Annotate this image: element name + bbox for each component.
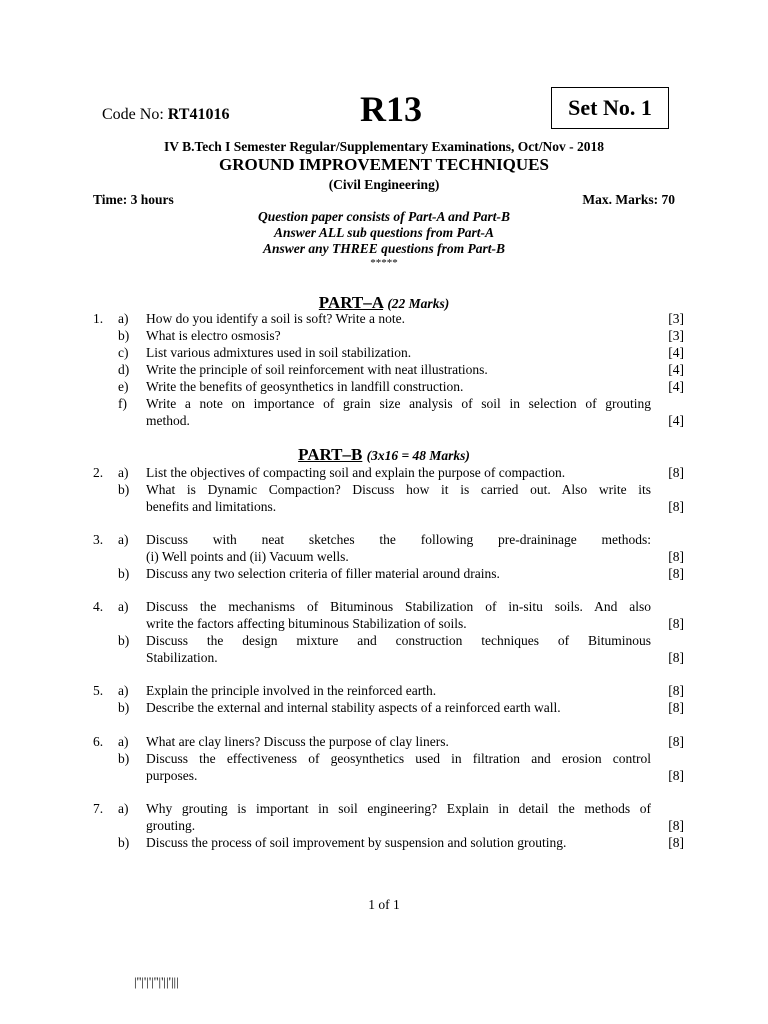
question-text: List the objectives of compacting soil and explain the purpose of compaction. — [146, 465, 566, 480]
question-text: Discuss with neat sketches the following pre-draininage methods: — [146, 532, 651, 547]
question-line — [0, 599, 768, 616]
instruction-3: Answer any THREE questions from Part-B — [263, 241, 505, 256]
question-text: Why grouting is important in soil engineering? Explain in detail the methods of — [146, 801, 651, 816]
code-value: RT41016 — [167, 106, 230, 123]
sub-question-label: b) — [118, 328, 130, 343]
part-b-marks: (3x16 = 48 Marks) — [366, 448, 470, 463]
question-line — [0, 413, 768, 430]
exam-title: IV B.Tech I Semester Regular/Supplementary Examinations, Oct/Nov - 2018 — [163, 139, 604, 154]
question-line — [0, 633, 768, 650]
question-marks: [8] — [668, 734, 684, 749]
question-text: method. — [146, 413, 190, 428]
part-a-title: PART–A — [318, 293, 384, 312]
question-marks: [8] — [668, 818, 684, 833]
question-number: 7. — [93, 801, 104, 816]
sub-question-label: b) — [118, 633, 130, 648]
question-text: write the factors affecting bituminous Stabilization of soils. — [146, 616, 467, 631]
question-text: grouting. — [146, 818, 196, 833]
question-marks: [8] — [668, 616, 684, 631]
barcode: |''|'|'|''|'||'||| — [134, 974, 179, 989]
question-marks: [8] — [668, 835, 684, 850]
code-label: Code No: — [102, 106, 164, 123]
page-number: 1 of 1 — [368, 897, 400, 912]
question-line — [0, 683, 768, 700]
question-marks: [3] — [668, 311, 684, 326]
question-marks: [8] — [668, 566, 684, 581]
part-a-heading — [0, 293, 768, 313]
regulation: R13 — [360, 89, 422, 129]
question-marks: [3] — [668, 328, 684, 343]
question-marks: [4] — [668, 379, 684, 394]
question-marks: [8] — [668, 683, 684, 698]
question-marks: [4] — [668, 345, 684, 360]
question-text: Explain the principle involved in the reinforced earth. — [146, 683, 437, 698]
sub-question-label: f) — [118, 396, 127, 411]
stars-divider: ***** — [370, 257, 398, 269]
set-number-box: Set No. 1 — [551, 87, 669, 129]
part-b-title: PART–B — [298, 445, 363, 464]
question-number: 3. — [93, 532, 104, 547]
sub-question-label: a) — [118, 801, 129, 816]
question-line — [0, 751, 768, 768]
sub-question-label: a) — [118, 532, 129, 547]
question-line — [0, 801, 768, 818]
question-line — [0, 734, 768, 751]
question-marks: [8] — [668, 650, 684, 665]
question-line — [0, 650, 768, 667]
question-text: Write a note on importance of grain size analysis of soil in selection of grouting — [146, 396, 651, 411]
question-line — [0, 549, 768, 566]
question-line — [0, 532, 768, 549]
question-marks: [4] — [668, 413, 684, 428]
time-allowed: Time: 3 hours — [93, 192, 174, 207]
sub-question-label: b) — [118, 835, 130, 850]
question-marks: [4] — [668, 362, 684, 377]
sub-question-label: c) — [118, 345, 129, 360]
subject-title: GROUND IMPROVEMENT TECHNIQUES — [219, 155, 549, 174]
question-line — [0, 482, 768, 499]
question-text: (i) Well points and (ii) Vacuum wells. — [146, 549, 349, 564]
question-text: Stabilization. — [146, 650, 218, 665]
question-text: What are clay liners? Discuss the purpose of clay liners. — [146, 734, 449, 749]
question-line — [0, 616, 768, 633]
question-text: How do you identify a soil is soft? Write a note. — [146, 311, 406, 326]
question-text: Discuss the effectiveness of geosynthetics used in filtration and erosion control — [146, 751, 651, 766]
instruction-2: Answer ALL sub questions from Part-A — [274, 225, 494, 240]
question-line — [0, 379, 768, 396]
question-line — [0, 345, 768, 362]
question-marks: [8] — [668, 499, 684, 514]
question-text: Write the benefits of geosynthetics in landfill construction. — [146, 379, 464, 394]
question-text: What is electro osmosis? — [146, 328, 281, 343]
instruction-1: Question paper consists of Part-A and Part-B — [257, 209, 511, 224]
question-line — [0, 835, 768, 852]
question-text: benefits and limitations. — [146, 499, 277, 514]
question-text: What is Dynamic Compaction? Discuss how it is carried out. Also write its — [146, 482, 651, 497]
max-marks: Max. Marks: 70 — [582, 192, 675, 207]
question-line — [0, 396, 768, 413]
question-number: 1. — [93, 311, 104, 326]
branch: (Civil Engineering) — [328, 177, 440, 192]
question-text: Discuss the process of soil improvement by suspension and solution grouting. — [146, 835, 567, 850]
part-b-heading — [0, 445, 768, 465]
question-text: Discuss the mechanisms of Bituminous Stabilization of in-situ soils. And also — [146, 599, 651, 614]
question-text: Describe the external and internal stability aspects of a reinforced earth wall. — [146, 700, 561, 715]
question-number: 5. — [93, 683, 104, 698]
sub-question-label: a) — [118, 599, 129, 614]
question-line — [0, 362, 768, 379]
sub-question-label: b) — [118, 700, 130, 715]
question-number: 2. — [93, 465, 104, 480]
question-marks: [8] — [668, 700, 684, 715]
question-text: Discuss any two selection criteria of filler material around drains. — [146, 566, 500, 581]
question-marks: [8] — [668, 549, 684, 564]
question-line — [0, 768, 768, 785]
question-line — [0, 328, 768, 345]
question-marks: [8] — [668, 768, 684, 783]
question-number: 6. — [93, 734, 104, 749]
sub-question-label: a) — [118, 311, 129, 326]
sub-question-label: e) — [118, 379, 129, 394]
question-marks: [8] — [668, 465, 684, 480]
sub-question-label: a) — [118, 465, 129, 480]
question-text: purposes. — [146, 768, 198, 783]
question-line — [0, 700, 768, 717]
question-text: Write the principle of soil reinforcement with neat illustrations. — [146, 362, 488, 377]
question-line — [0, 465, 768, 482]
question-line — [0, 818, 768, 835]
sub-question-label: b) — [118, 566, 130, 581]
part-a-marks: (22 Marks) — [387, 296, 450, 311]
question-number: 4. — [93, 599, 104, 614]
code-number — [102, 106, 229, 124]
question-text: List various admixtures used in soil stabilization. — [146, 345, 412, 360]
sub-question-label: b) — [118, 751, 130, 766]
sub-question-label: a) — [118, 683, 129, 698]
question-line — [0, 499, 768, 516]
question-line — [0, 311, 768, 328]
sub-question-label: a) — [118, 734, 129, 749]
sub-question-label: d) — [118, 362, 130, 377]
question-line — [0, 566, 768, 583]
sub-question-label: b) — [118, 482, 130, 497]
question-text: Discuss the design mixture and construction techniques of Bituminous — [146, 633, 651, 648]
